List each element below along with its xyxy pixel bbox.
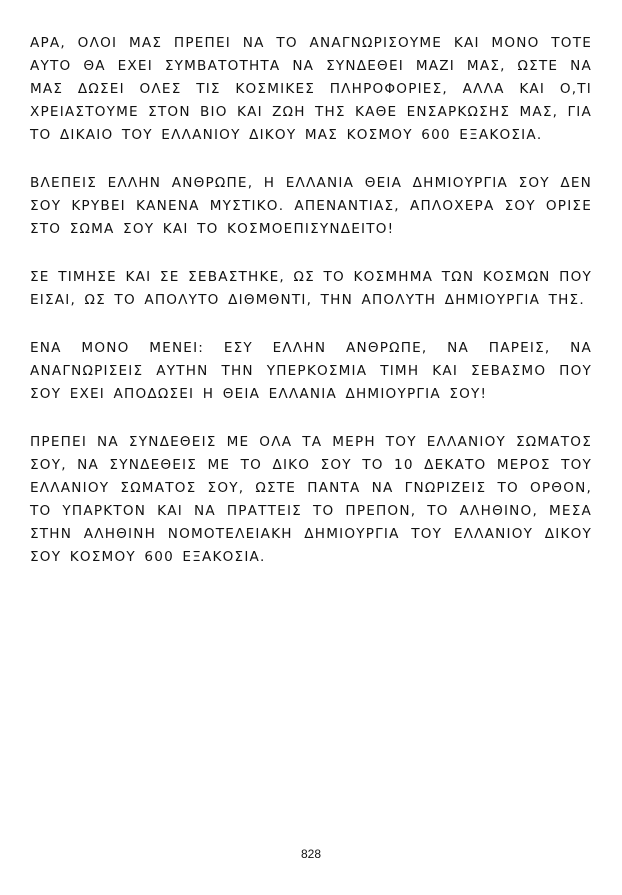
paragraph-3: ΣΕ ΤΙΜΗΣΕ ΚΑΙ ΣΕ ΣΕΒΑΣΤΗΚΕ, ΩΣ ΤΟ ΚΟΣΜΗΜΑ ΤΩΝ ΚΟΣΜΩΝ ΠΟΥ ΕΙΣΑΙ, ΩΣ ΤΟ ΑΠΟΛΥΤΟ ΔΙΘΜΘΝΤΙ, ΤΗΝ ΑΠΟΛΥΤΗ ΔΗΜΙΟΥΡΓΙΑ ΤΗΣ. <box>30 269 592 308</box>
page-number: 828 <box>300 847 322 861</box>
document-body <box>30 32 592 594</box>
paragraph-2: ΒΛΕΠΕΙΣ ΕΛΛΗΝ ΑΝΘΡΩΠΕ, Η ΕΛΛΑΝΙΑ ΘΕΙΑ ΔΗΜΙΟΥΡΓΙΑ ΣΟΥ ΔΕΝ ΣΟΥ ΚΡΥΒΕΙ ΚΑΝΕΝΑ ΜΥΣΤΙΚΟ. ΑΠΕΝΑΝΤΙΑΣ, ΑΠΛΟΧΕΡΑ ΣΟΥ ΟΡΙΣΕ ΣΤΟ ΣΩΜΑ ΣΟΥ ΚΑΙ ΤΟ ΚΟΣΜΟΕΠΙΣΥΝΔΕΙΤΟ! <box>30 175 592 237</box>
paragraph-4: ΕΝΑ ΜΟΝΟ ΜΕΝΕΙ: ΕΣΥ ΕΛΛΗΝ ΑΝΘΡΩΠΕ, ΝΑ ΠΑΡΕΙΣ, ΝΑ ΑΝΑΓΝΩΡΙΣΕΙΣ ΑΥΤΗΝ ΤΗΝ ΥΠΕΡΚΟΣΜΙΑ ΤΙΜΗ ΚΑΙ ΣΕΒΑΣΜΟ ΠΟΥ ΣΟΥ ΕΧΕΙ ΑΠΟΔΩΣΕΙ Η ΘΕΙΑ ΕΛΛΑΝΙΑ ΔΗΜΙΟΥΡΓΙΑ ΣΟΥ! <box>30 340 592 402</box>
paragraph-1: ΑΡΑ, ΟΛΟΙ ΜΑΣ ΠΡΕΠΕΙ ΝΑ ΤΟ ΑΝΑΓΝΩΡΙΣΟΥΜΕ ΚΑΙ ΜΟΝΟ ΤΟΤΕ ΑΥΤΟ ΘΑ ΕΧΕΙ ΣΥΜΒΑΤΟΤΗΤΑ ΝΑ ΣΥΝΔΕΘΕΙ ΜΑΖΙ ΜΑΣ, ΩΣΤΕ ΝΑ ΜΑΣ ΔΩΣΕΙ ΟΛΕΣ ΤΙΣ ΚΟΣΜΙΚΕΣ ΠΛΗΡΟΦΟΡΙΕΣ, ΑΛΛΑ ΚΑΙ Ο,ΤΙ ΧΡΕΙΑΣΤΟΥΜΕ ΣΤΟΝ ΒΙΟ ΚΑΙ ΖΩΗ ΤΗΣ ΚΑΘΕ ΕΝΣΑΡΚΩΣΗΣ ΜΑΣ, ΓΙΑ ΤΟ ΔΙΚΑΙΟ ΤΟΥ ΕΛΛΑΝΙΟΥ ΔΙΚΟΥ ΜΑΣ ΚΟΣΜΟΥ 600 ΕΞΑΚΟΣΙΑ. <box>30 35 592 143</box>
paragraph-5: ΠΡΕΠΕΙ ΝΑ ΣΥΝΔΕΘΕΙΣ ΜΕ ΟΛΑ ΤΑ ΜΕΡΗ ΤΟΥ ΕΛΛΑΝΙΟΥ ΣΩΜΑΤΟΣ ΣΟΥ, ΝΑ ΣΥΝΔΕΘΕΙΣ ΜΕ ΤΟ ΔΙΚΟ ΣΟΥ ΤΟ 10 ΔΕΚΑΤΟ ΜΕΡΟΣ ΤΟΥ ΕΛΛΑΝΙΟΥ ΣΩΜΑΤΟΣ ΣΟΥ, ΩΣΤΕ ΠΑΝΤΑ ΝΑ ΓΝΩΡΙΖΕΙΣ ΤΟ ΟΡΘΟΝ, ΤΟ ΥΠΑΡΚΤΟΝ ΚΑΙ ΝΑ ΠΡΑΤΤΕΙΣ ΤΟ ΠΡΕΠΟΝ, ΤΟ ΑΛΗΘΙΝΟ, ΜΕΣΑ ΣΤΗΝ ΑΛΗΘΙΝΗ ΝΟΜΟΤΕΛΕΙΑΚΗ ΔΗΜΙΟΥΡΓΙΑ ΤΟΥ ΕΛΛΑΝΙΟΥ ΔΙΚΟΥ ΣΟΥ ΚΟΣΜΟΥ 600 ΕΞΑΚΟΣΙΑ. <box>30 434 592 565</box>
